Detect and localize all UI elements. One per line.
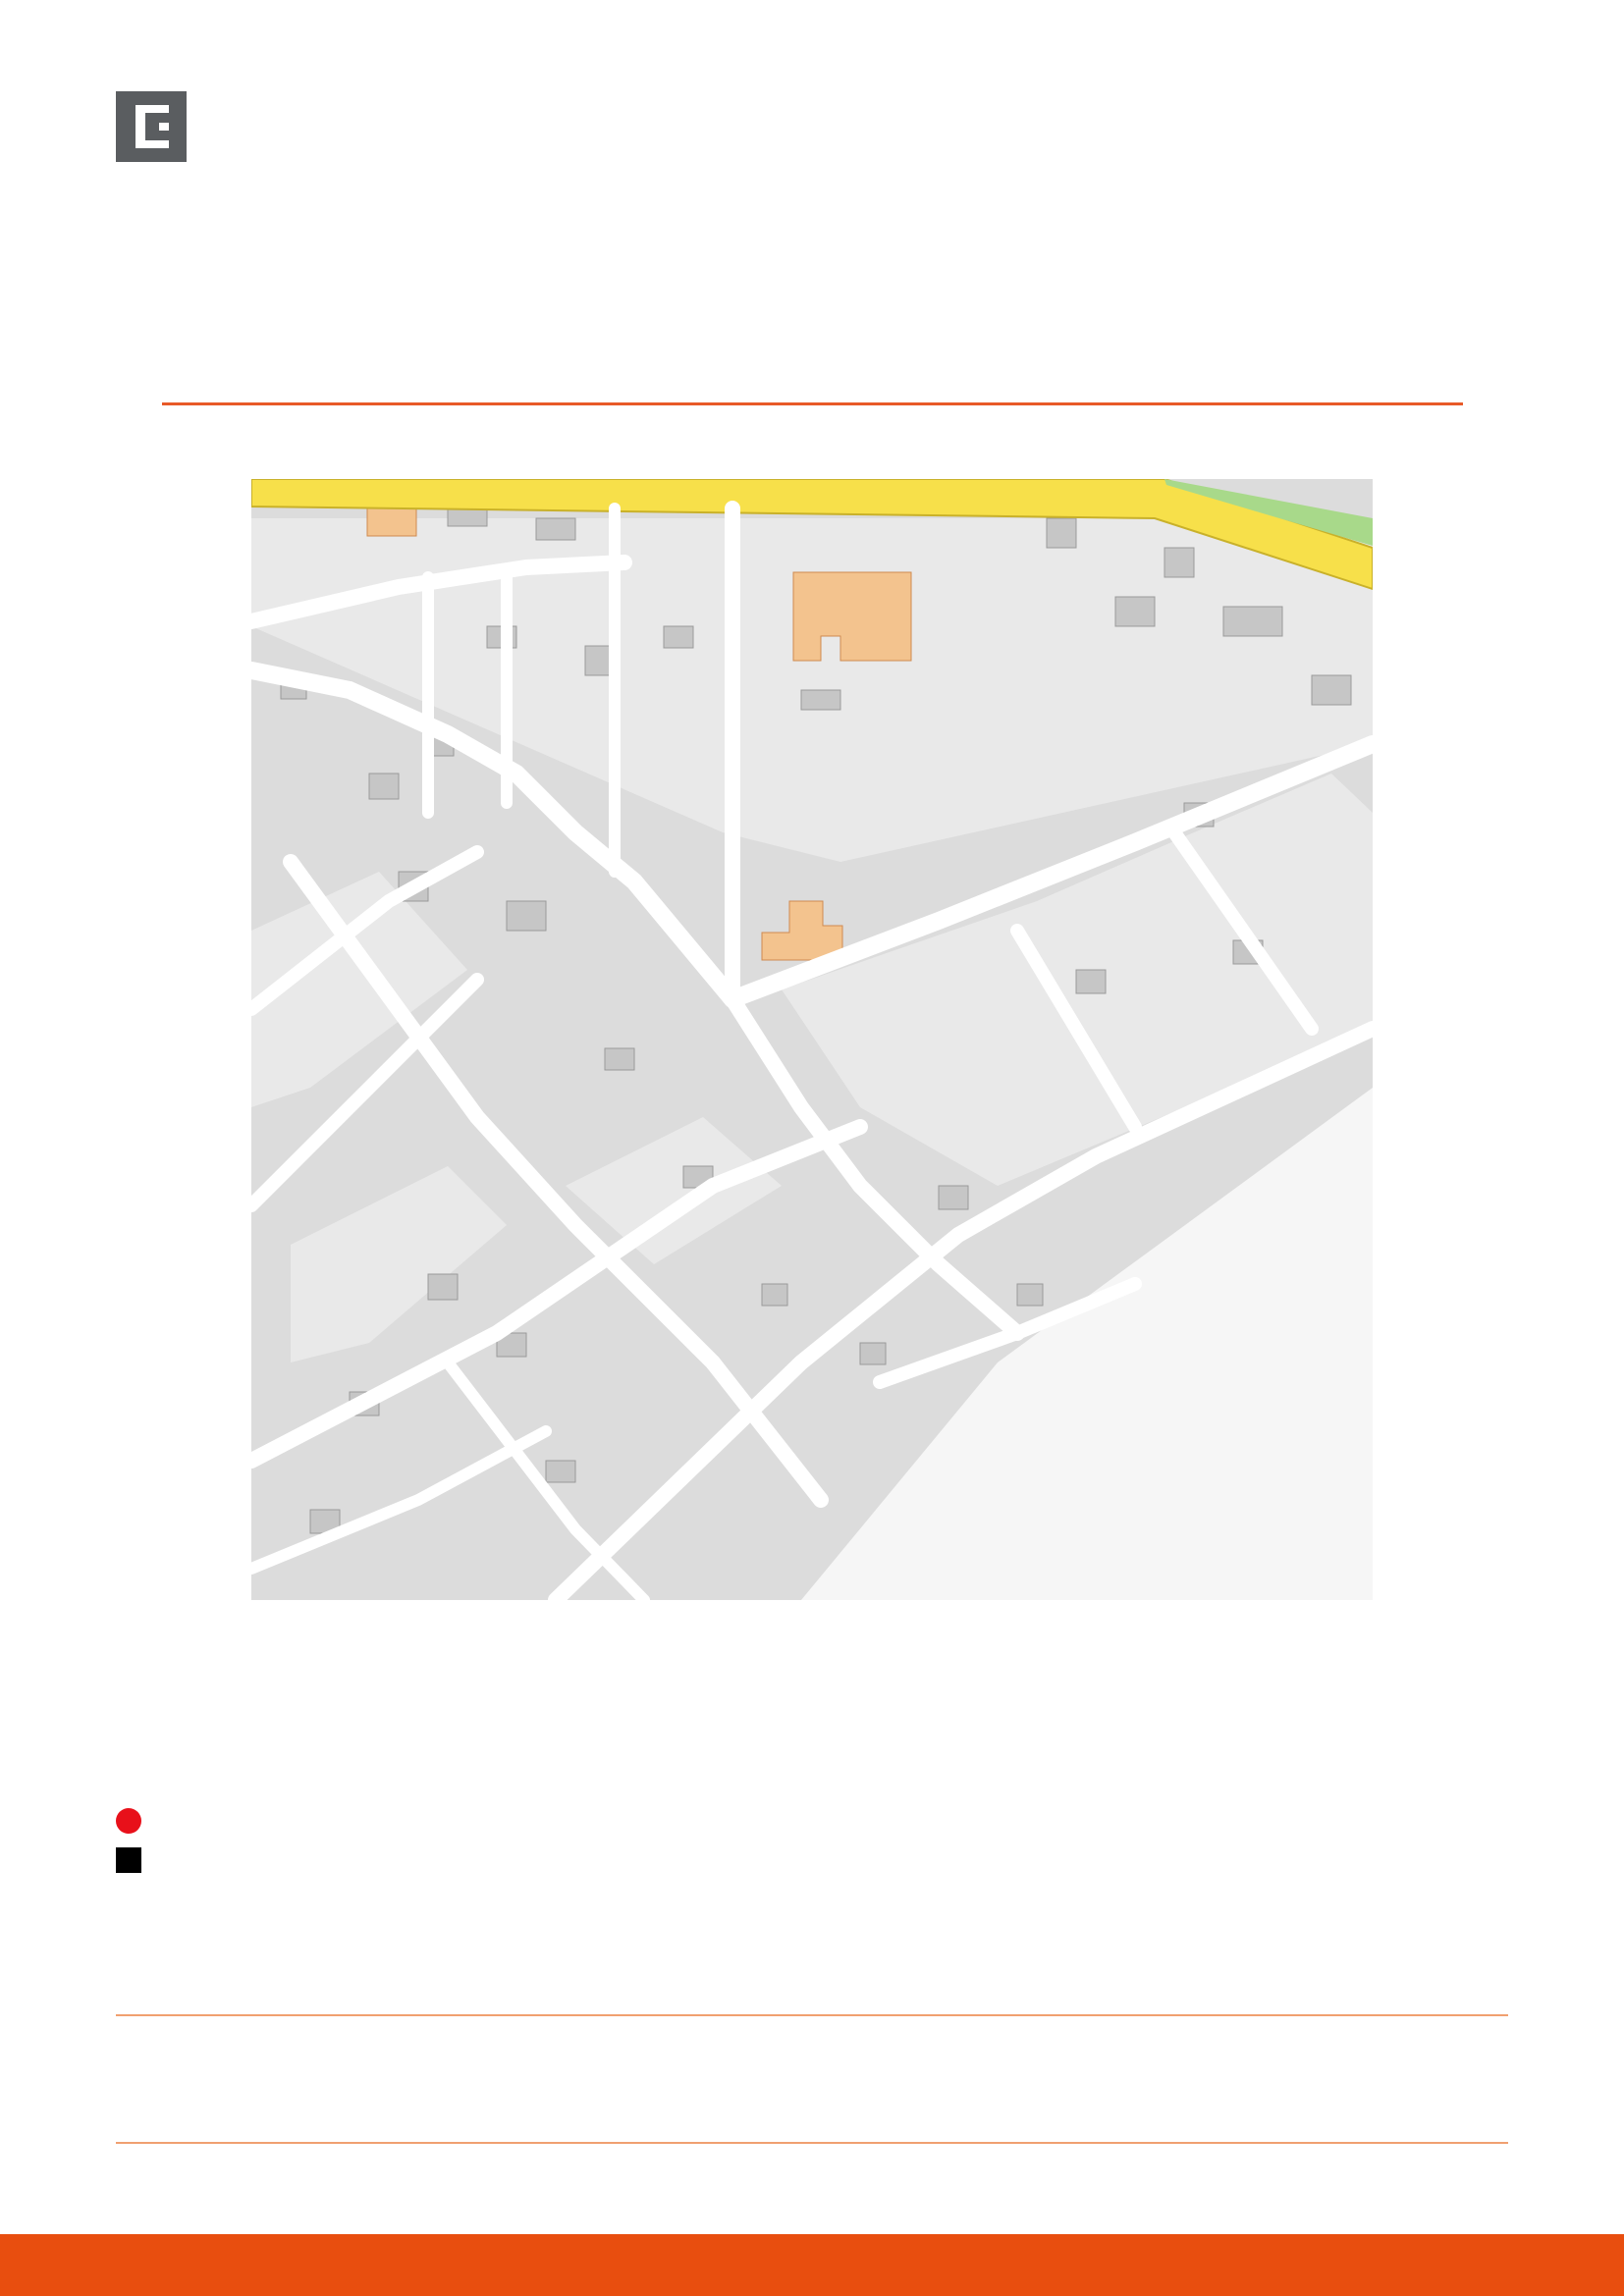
legend-row-connections: [116, 1847, 153, 1873]
black-square-icon: [116, 1847, 141, 1873]
map-canvas: [251, 479, 1373, 1600]
outage-schedule: [162, 324, 1463, 405]
divider-bottom: [116, 2142, 1508, 2144]
cez-logo-mark-icon: [116, 91, 187, 162]
legend-row-addresses: [116, 1808, 153, 1834]
divider-top: [116, 2014, 1508, 2016]
red-dot-icon: [116, 1808, 141, 1834]
outage-map: [251, 479, 1373, 1600]
bottom-bar: [0, 2234, 1624, 2296]
cez-logo: [116, 91, 220, 162]
